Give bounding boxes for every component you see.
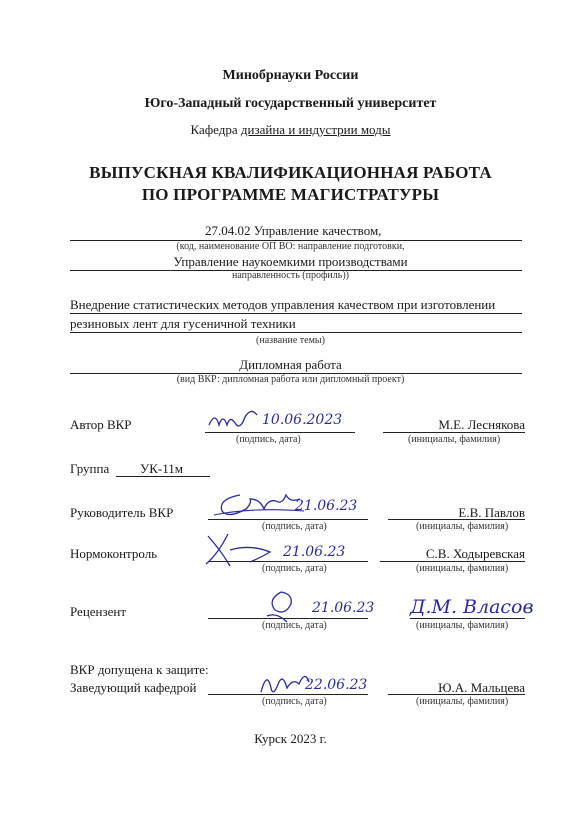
reviewer-signature-caption: (подпись, дата) bbox=[262, 620, 327, 631]
topic-underline-2 bbox=[70, 332, 522, 333]
author-label: Автор ВКР bbox=[70, 417, 132, 432]
reviewer-name-line bbox=[410, 618, 525, 619]
work-type-caption: (вид ВКР: дипломная работа или дипломный проект) bbox=[176, 374, 405, 385]
group-value: УК-11м bbox=[140, 461, 183, 476]
admission-line: ВКР допущена к защите: bbox=[70, 662, 209, 677]
ministry-name: Минобрнауки России bbox=[222, 68, 359, 83]
supervisor-signature-caption: (подпись, дата) bbox=[262, 521, 327, 532]
supervisor-label: Руководитель ВКР bbox=[70, 505, 174, 520]
department-prefix: Кафедра bbox=[190, 122, 241, 137]
supervisor-name: Е.В. Павлов bbox=[458, 505, 525, 520]
group-label: Группа bbox=[70, 461, 110, 476]
normcontrol-name: С.В. Ходыревская bbox=[425, 546, 525, 561]
department bbox=[0, 122, 581, 138]
profile-value: Управление наукоемкими производствами bbox=[173, 254, 408, 269]
supervisor-name-line bbox=[388, 519, 525, 520]
author-name-caption: (инициалы, фамилия) bbox=[408, 434, 501, 445]
direction-value: 27.04.02 Управление качеством, bbox=[205, 223, 382, 238]
normcontrol-name-caption: (инициалы, фамилия) bbox=[416, 563, 509, 574]
head-name: Ю.А. Мальцева bbox=[438, 680, 525, 695]
topic-caption: (название темы) bbox=[256, 335, 325, 346]
author-name: М.Е. Леснякова bbox=[438, 417, 525, 432]
department-name: дизайна и индустрии моды bbox=[240, 122, 391, 137]
reviewer-signature-date: 21.06.23 bbox=[312, 600, 375, 616]
normcontrol-label: Нормоконтроль bbox=[70, 546, 158, 561]
normcontrol-signature-image bbox=[200, 528, 290, 568]
work-type-value: Дипломная работа bbox=[239, 357, 342, 372]
head-name-line bbox=[388, 694, 525, 695]
university-name: Юго-Западный государственный университет bbox=[144, 96, 437, 111]
topic-underline-1 bbox=[70, 313, 522, 314]
head-of-department-label: Заведующий кафедрой bbox=[70, 680, 197, 695]
profile-caption: направленность (профиль)) bbox=[231, 270, 349, 281]
normcontrol-name-line bbox=[380, 561, 525, 562]
direction-caption: (код, наименование ОП ВО: направление подготовки, bbox=[176, 241, 405, 252]
author-signature-caption: (подпись, дата) bbox=[236, 434, 301, 445]
reviewer-name: Д.М. Власов bbox=[410, 596, 534, 618]
author-signature-date: 10.06.2023 bbox=[262, 412, 343, 428]
topic-line-2: резиновых лент для гусеничной техники bbox=[70, 316, 296, 331]
head-signature-date: 22.06.23 bbox=[305, 677, 368, 693]
thesis-title-line-1: ВЫПУСКНАЯ КВАЛИФИКАЦИОННАЯ РАБОТА bbox=[89, 163, 492, 182]
head-name-caption: (инициалы, фамилия) bbox=[416, 696, 509, 707]
normcontrol-signature-date: 21.06.23 bbox=[283, 544, 346, 560]
supervisor-name-caption: (инициалы, фамилия) bbox=[416, 521, 509, 532]
city-year: Курск 2023 г. bbox=[254, 731, 327, 746]
thesis-title-line-2: ПО ПРОГРАММЕ МАГИСТРАТУРЫ bbox=[141, 185, 440, 204]
reviewer-name-caption: (инициалы, фамилия) bbox=[416, 620, 509, 631]
topic-line-1: Внедрение статистических методов управления качеством при изготовлении bbox=[70, 297, 496, 312]
head-signature-caption: (подпись, дата) bbox=[262, 696, 327, 707]
supervisor-signature-date: 21.06.23 bbox=[295, 498, 358, 514]
reviewer-label: Рецензент bbox=[70, 604, 127, 619]
normcontrol-signature-caption: (подпись, дата) bbox=[262, 563, 327, 574]
author-name-line bbox=[383, 432, 525, 433]
